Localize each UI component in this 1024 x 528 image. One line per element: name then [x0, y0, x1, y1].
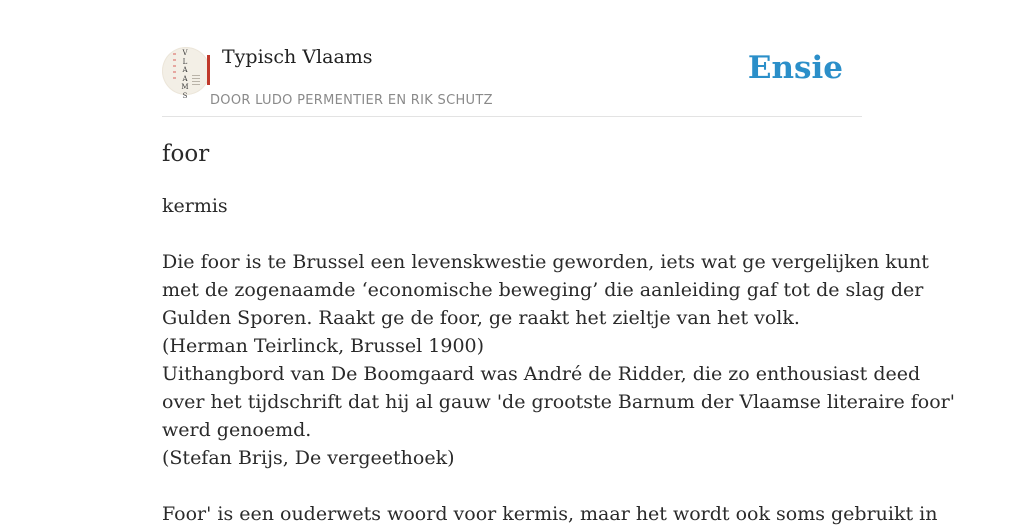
logo-decoration	[207, 55, 210, 85]
logo-decoration	[192, 75, 200, 85]
header	[162, 0, 862, 117]
site-title[interactable]: Typisch Vlaams	[222, 46, 373, 68]
quote-line: met de zogenaamde ‘economische beweging’ die aanleiding gaf tot de slag der	[162, 279, 924, 301]
quote-line: Die foor is te Brussel een levenskwestie geworden, iets wat ge vergelijken kunt	[162, 251, 929, 273]
quote-line: over het tijdschrift dat hij al gauw 'de grootste Barnum der Vlaamse literaire foor'	[162, 391, 955, 413]
quote-line: werd genoemd.	[162, 419, 312, 441]
logo-decoration	[173, 53, 176, 83]
book-cover-logo-icon[interactable]	[162, 47, 210, 100]
logo-lettering: V L A A M S	[181, 49, 189, 100]
entry-definition: kermis	[162, 195, 228, 217]
spacer	[162, 472, 862, 500]
spacer	[162, 220, 862, 248]
ensie-brand-link[interactable]: Ensie	[747, 50, 843, 86]
quote-line: Gulden Sporen. Raakt ge de foor, ge raakt het zieltje van het volk.	[162, 307, 800, 329]
entry-term: foor	[162, 141, 210, 167]
quote-source: (Herman Teirlinck, Brussel 1900)	[162, 335, 485, 357]
quote-line: Uithangbord van De Boomgaard was André de Ridder, die zo enthousiast deed	[162, 363, 921, 385]
quote-source: (Stefan Brijs, De vergeethoek)	[162, 447, 455, 469]
entry-content	[162, 138, 955, 528]
authors-byline: DOOR LUDO PERMENTIER EN RIK SCHUTZ	[210, 93, 493, 108]
explanation-line: Foor' is een ouderwets woord voor kermis, maar het wordt ook soms gebruikt in	[162, 503, 938, 525]
